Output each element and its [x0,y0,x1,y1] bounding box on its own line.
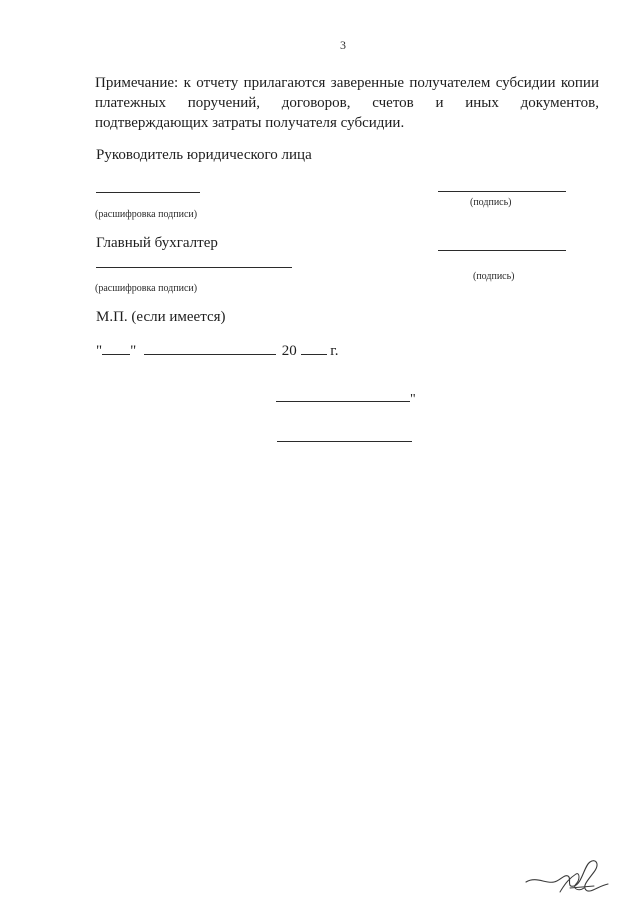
head-signature-line [438,191,566,192]
closing-line-2 [277,441,412,442]
closing-quote: " [410,392,416,407]
note-paragraph [95,73,599,133]
date-year-prefix: 20 [281,343,297,359]
date-month-blank [144,340,276,355]
head-title: Руководитель юридического лица [96,147,312,163]
page-number: 3 [340,38,346,52]
accountant-signature-caption: (подпись) [473,271,515,282]
closing-line-1 [276,401,410,402]
note-line-2: платежных поручений, договоров, счетов и иных документов, [95,95,599,111]
head-signature-caption: (подпись) [470,197,512,208]
note-line-1: Примечание: к отчету прилагаются заверенные получателем субсидии копии [95,75,599,91]
date-day-blank [102,340,130,355]
note-line-3: подтверждающих затраты получателя субсидии. [95,115,405,131]
handwritten-signature [524,852,610,896]
head-decoding-line [96,192,200,193]
date-year-blank [301,340,327,355]
head-decoding-caption: (расшифровка подписи) [95,209,198,220]
stamp-label: М.П. (если имеется) [96,309,226,325]
accountant-decoding-caption: (расшифровка подписи) [95,283,198,294]
date-open-quote: " [96,343,103,359]
date-year-suffix: г. [330,343,339,359]
accountant-title: Главный бухгалтер [96,235,218,251]
accountant-decoding-line [96,267,292,268]
date-line [96,340,338,360]
accountant-signature-line [438,250,566,251]
date-close-quote: " [130,343,137,359]
